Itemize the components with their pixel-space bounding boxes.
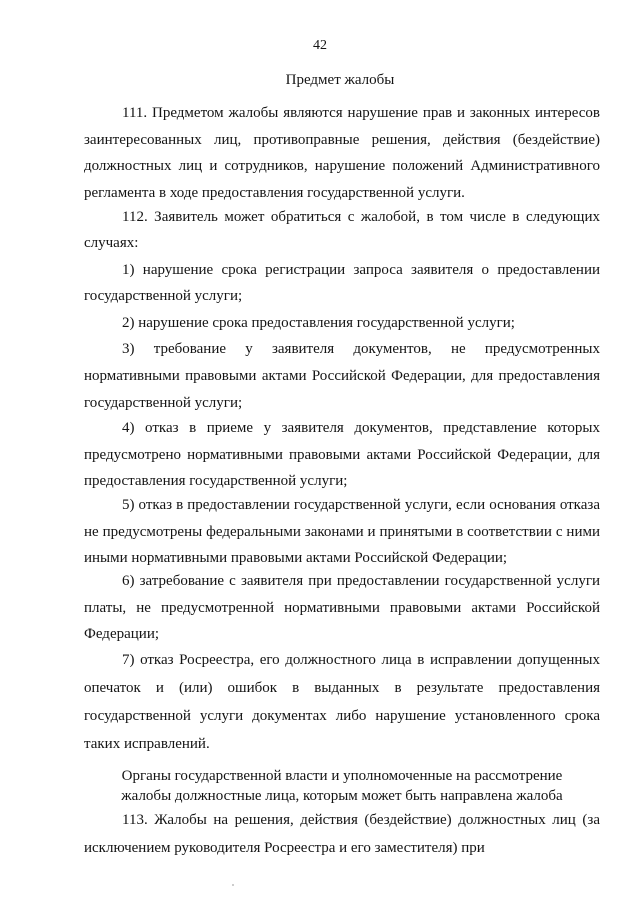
paragraph-113: 113. Жалобы на решения, действия (бездействие) должностных лиц (за исключением руководителя Росреестра и его заместителя) при: [84, 812, 600, 856]
section-heading-authorities-line1: Органы государственной власти и уполномоченные на рассмотрение: [121, 768, 563, 784]
list-item-3: 3) требование у заявителя документов, не предусмотренных нормативными правовыми актами Российской Федерации, для предоставления государственной услуги;: [84, 341, 600, 411]
section-heading-authorities: [84, 766, 600, 806]
scan-speck: [232, 884, 234, 886]
section-heading-authorities-line2: жалобы должностные лица, которым может быть направлена жалоба: [121, 788, 563, 804]
list-item-1: 1) нарушение срока регистрации запроса заявителя о предоставлении государственной услуги;: [84, 262, 600, 304]
list-item-6: 6) затребование с заявителя при предоставлении государственной услуги платы, не предусмотренной нормативными правовыми актами Российской Федерации;: [84, 573, 600, 642]
list-item-2: 2) нарушение срока предоставления государственной услуги;: [122, 315, 515, 331]
paragraph-111: 111. Предметом жалобы являются нарушение прав и законных интересов заинтересованных лиц, противоправные решения, действия (бездействие) должностных лиц и сотрудников, нарушение положений Административного регламента в ходе предоставления государственной услуги.: [84, 105, 600, 201]
list-item-4: 4) отказ в приеме у заявителя документов, представление которых предусмотрено нормативными правовыми актами Российской Федерации, для предоставления государственной услуги;: [84, 420, 600, 489]
list-item-7: 7) отказ Росреестра, его должностного лица в исправлении допущенных опечаток и (или) ошибок в выданных в результате предоставления государственной услуги документах либо нарушение установленного срока таких исправлений.: [84, 652, 600, 752]
paragraph-112: 112. Заявитель может обратиться с жалобой, в том числе в следующих случаях:: [84, 209, 600, 251]
section-heading-complaint-subject: Предмет жалобы: [285, 72, 395, 88]
list-item-5: 5) отказ в предоставлении государственной услуги, если основания отказа не предусмотрены федеральными законами и принятыми в соответствии с ними иными нормативными правовыми актами Российской Федерации;: [84, 497, 600, 566]
page-number: 42: [313, 38, 327, 53]
